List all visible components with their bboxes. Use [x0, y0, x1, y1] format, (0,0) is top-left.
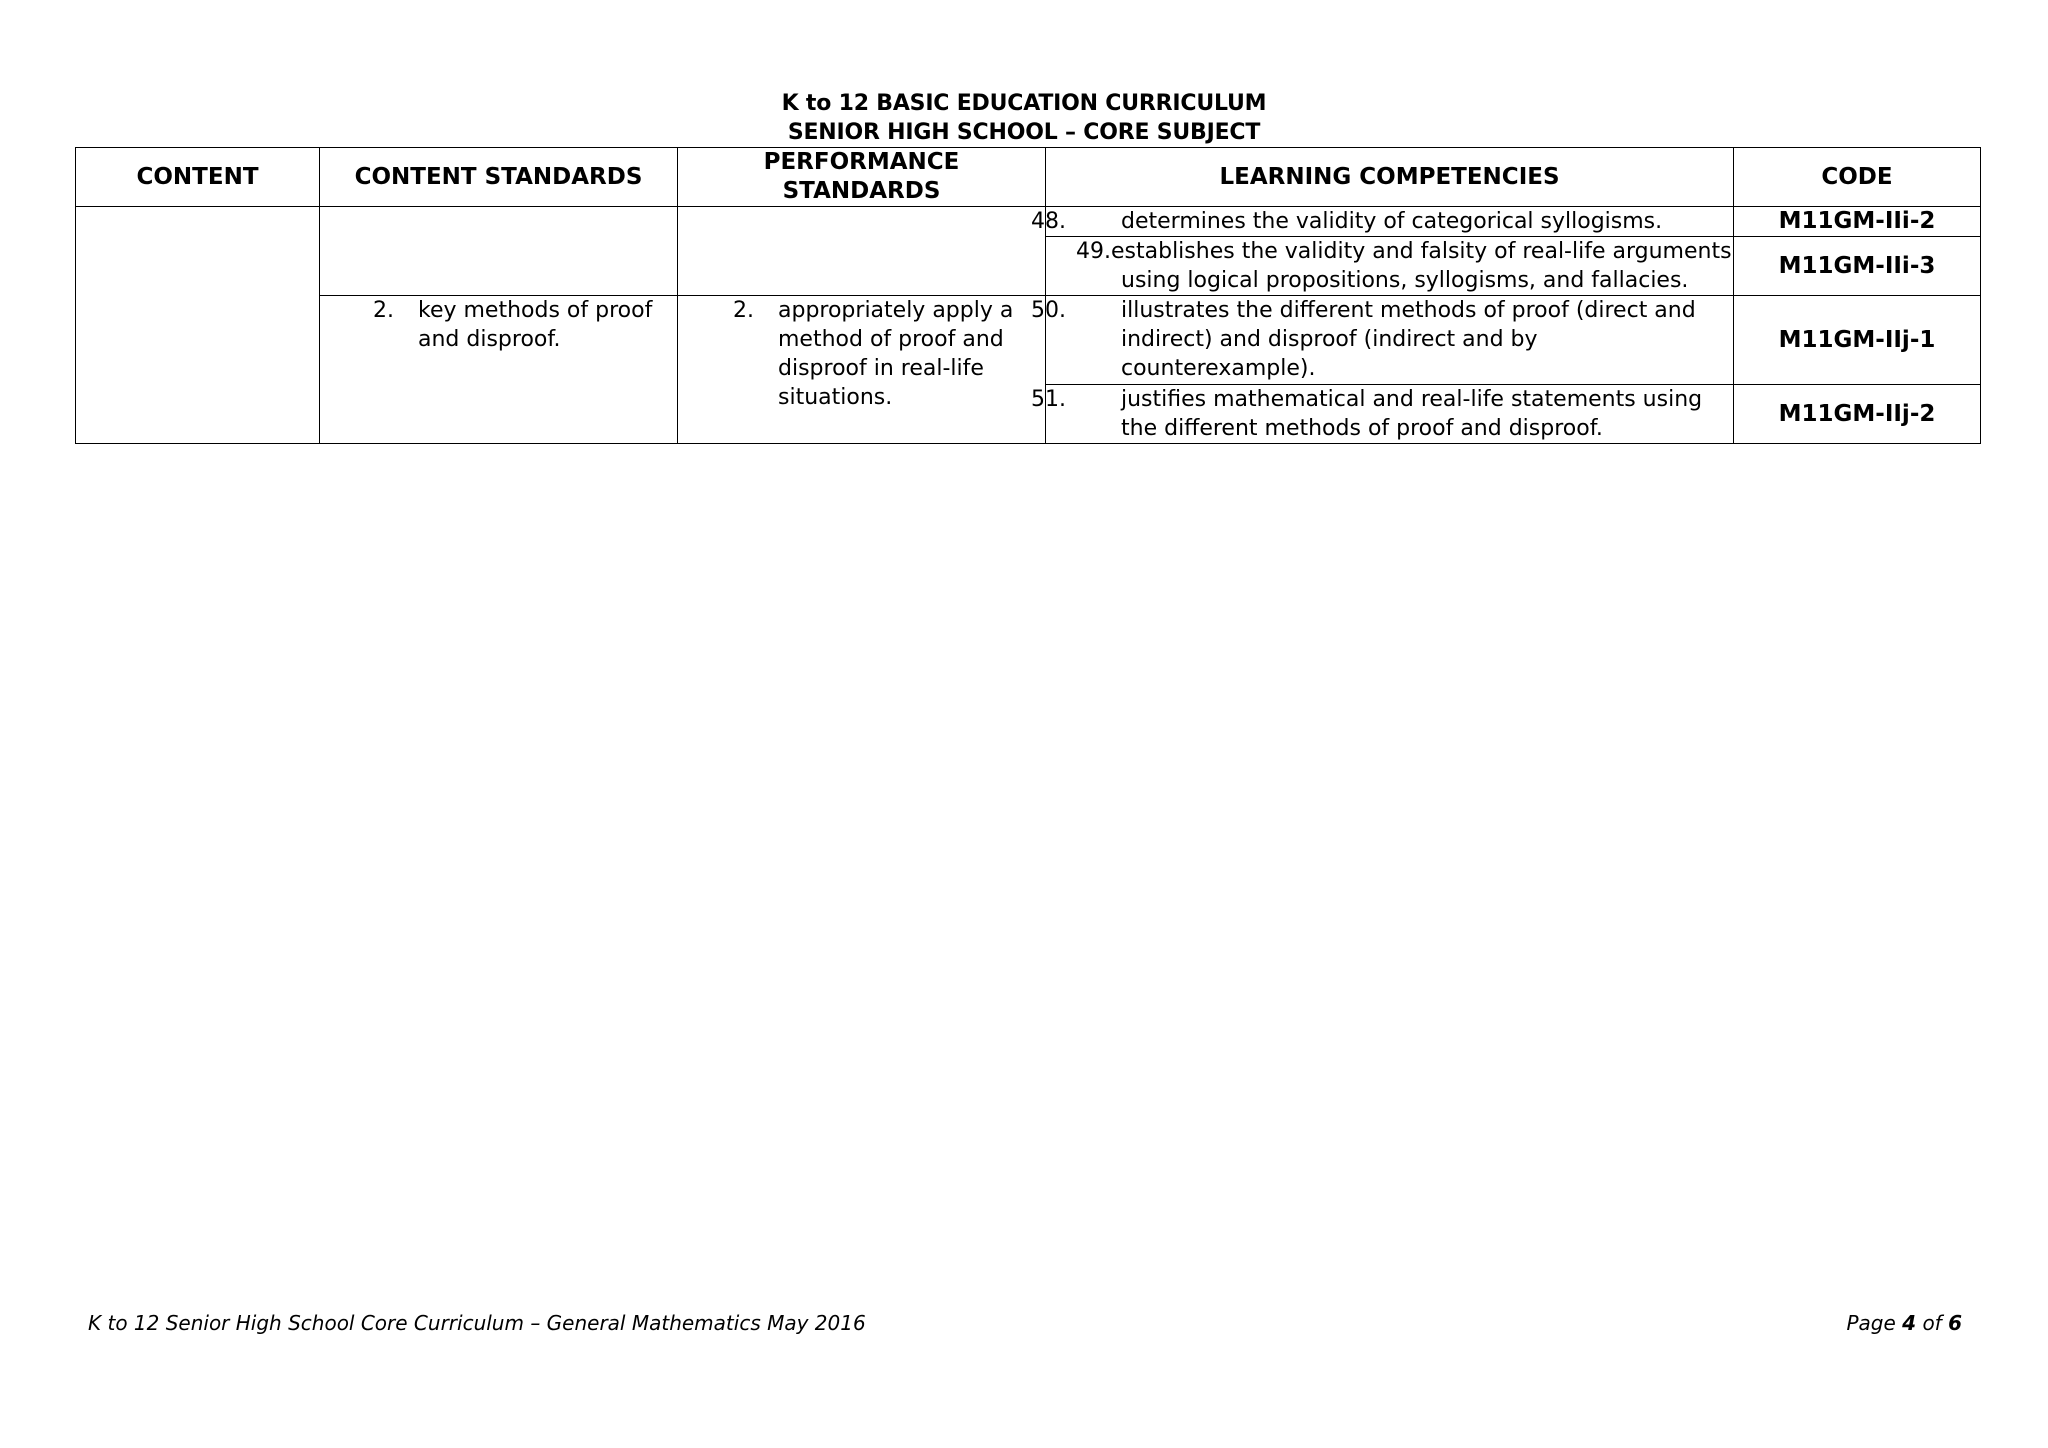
performance-standard-number: 2. [733, 298, 754, 323]
table-row [76, 296, 1981, 385]
competency-text: justifies mathematical and real-life statements using the different methods of proof and disproof. [1121, 387, 1703, 441]
competency-text: establishes the validity and falsity of real-life arguments using logical propositions, syllogisms, and fallacies. [1111, 239, 1732, 293]
page-prefix: Page [1846, 1311, 1896, 1335]
footer-document-name: K to 12 Senior High School Core Curriculum – General Mathematics May 2016 [88, 1311, 866, 1335]
content-cell [76, 207, 320, 444]
curriculum-table [75, 147, 1981, 444]
competency-number: 51. [1031, 387, 1066, 412]
document-title: K to 12 BASIC EDUCATION CURRICULUM [781, 91, 1267, 116]
code-cell: M11GM-IIi-3 [1734, 237, 1981, 296]
performance-standard-2 [678, 296, 1046, 444]
competency-50 [1031, 296, 1734, 385]
code-cell: M11GM-IIi-2 [1734, 207, 1981, 237]
competency-number: 48. [1031, 209, 1066, 234]
content-standard-number: 2. [373, 298, 394, 323]
competency-51 [1031, 385, 1734, 444]
header-performance-standards-label: PERFORMANCE STANDARDS [763, 149, 960, 204]
header-content-standards: CONTENT STANDARDS [320, 148, 678, 207]
header-learning-competencies: LEARNING COMPETENCIES [1046, 148, 1734, 207]
header-code: CODE [1734, 148, 1981, 207]
competency-text: determines the validity of categorical syllogisms. [1121, 209, 1663, 234]
content-standards-cell-empty [320, 207, 678, 296]
table-header-row [76, 148, 1981, 207]
content-standard-2 [320, 296, 678, 444]
header-performance-standards [678, 148, 1046, 207]
content-standard-text: key methods of proof and disproof. [418, 298, 653, 352]
table-row [76, 207, 1981, 237]
footer-page-number [1846, 1310, 1962, 1336]
page-of: of [1922, 1311, 1942, 1335]
page-current: 4 [1902, 1311, 1917, 1335]
page-total: 6 [1948, 1311, 1962, 1335]
competency-number: 50. [1031, 298, 1066, 323]
performance-standard-text: appropriately apply a method of proof and disproof in real-life situations. [778, 298, 1014, 410]
document-subtitle: SENIOR HIGH SCHOOL – CORE SUBJECT [787, 120, 1261, 145]
competency-49 [1046, 237, 1734, 296]
competency-48 [1031, 207, 1734, 237]
header-content: CONTENT [76, 148, 320, 207]
code-cell: M11GM-IIj-1 [1734, 296, 1981, 385]
performance-standards-cell-empty [678, 207, 1046, 296]
competency-number: 49. [1076, 239, 1111, 264]
code-cell: M11GM-IIj-2 [1734, 385, 1981, 444]
competency-text: illustrates the different methods of proof (direct and indirect) and disproof (indirect and by counterexample). [1121, 298, 1696, 381]
